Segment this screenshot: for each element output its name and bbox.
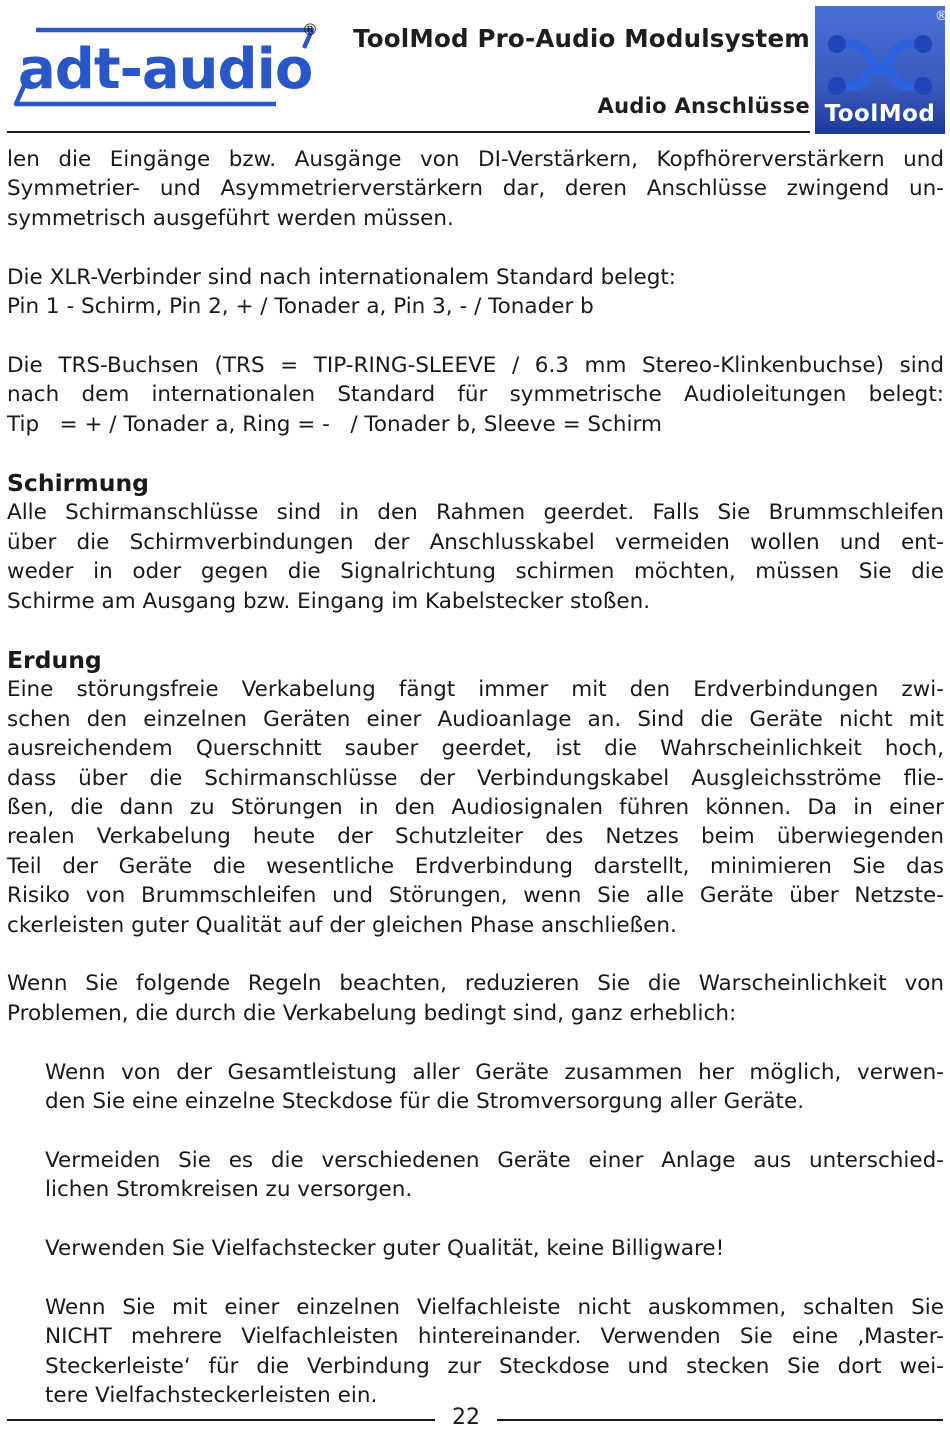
footer-divider-left (7, 1419, 435, 1421)
erdung-paragraph (7, 675, 944, 940)
text-line: Die TRS-Buchsen (TRS = TIP-RING-SLEEVE / 6.3 mm Stereo-Klinkenbuchse) sind (7, 352, 944, 378)
logo-text: adt-audio (18, 37, 313, 102)
text-line: dass über die Schirmanschlüsse der Verbindungskabel Ausgleichsströme flie- (7, 765, 944, 791)
adt-audio-logo (14, 24, 324, 110)
text-line: Tip = + / Tonader a, Ring = - / Tonader b, Sleeve = Schirm (7, 411, 662, 437)
text-line: Teil der Geräte die wesentliche Erdverbindung darstellt, minimieren Sie das (7, 853, 944, 879)
page-body (7, 145, 944, 1411)
rule-item (7, 1234, 944, 1263)
section-title: Audio Anschlüsse (597, 94, 810, 118)
text-line: Schirme am Ausgang bzw. Eingang im Kabelstecker stoßen. (7, 588, 651, 614)
text-line: Vermeiden Sie es die verschiedenen Geräte einer Anlage aus unterschied- (45, 1147, 944, 1173)
text-line: tere Vielfachsteckerleisten ein. (45, 1383, 378, 1409)
text-line: Alle Schirmanschlüsse sind in den Rahmen geerdet. Falls Sie Brummschleifen (7, 500, 944, 526)
text-line: Verwenden Sie Vielfachstecker guter Qualität, keine Billigware! (45, 1236, 725, 1262)
header-divider (7, 131, 810, 133)
text-line: schen den einzelnen Geräten einer Audioanlage an. Sind die Geräte nicht mit (7, 706, 944, 732)
intro-paragraph (7, 145, 944, 233)
text-line: nach dem internationalen Standard für symmetrische Audioleitungen belegt: (7, 382, 944, 408)
rule-item (7, 1146, 944, 1205)
toolmod-logo-text: ToolMod (824, 101, 936, 127)
text-line: len die Eingänge bzw. Ausgänge von DI-Verstärkern, Kopfhörerverstärkern und (7, 147, 944, 172)
rule-item (7, 1293, 944, 1411)
rules-intro-paragraph (7, 969, 944, 1028)
registered-mark: ® (302, 20, 318, 39)
document-title: ToolMod Pro-Audio Modulsystem (353, 24, 810, 53)
text-line: Wenn von der Gesamtleistung aller Geräte zusammen her möglich, verwen- (45, 1059, 944, 1085)
text-line: Risiko von Brummschleifen und Störungen, wenn Sie alle Geräte über Netzste- (7, 883, 944, 909)
text-line: Eine störungsfreie Verkabelung fängt immer mit den Erdverbindungen zwi- (7, 677, 944, 703)
text-line: ckerleisten guter Qualität auf der gleichen Phase anschließen. (7, 912, 677, 938)
erdung-heading: Erdung (7, 646, 102, 675)
text-line: Symmetrier- und Asymmetrierverstärkern dar, deren Anschlüsse zwingend un- (7, 176, 944, 202)
text-line: den Sie eine einzelne Steckdose für die Stromversorgung aller Geräte. (45, 1089, 805, 1115)
xlr-paragraph (7, 263, 944, 322)
trs-paragraph (7, 351, 944, 439)
svg-text:®: ® (935, 9, 948, 24)
text-line: Pin 1 - Schirm, Pin 2, + / Tonader a, Pin 3, - / Tonader b (7, 294, 594, 320)
text-line: Wenn Sie folgende Regeln beachten, reduzieren Sie die Warscheinlichkeit von (7, 971, 944, 997)
text-line: Steckerleiste‘ für die Verbindung zur Steckdose und stecken Sie dort wei- (45, 1353, 944, 1379)
text-line: lichen Stromkreisen zu versorgen. (45, 1177, 413, 1203)
schirmung-paragraph (7, 498, 944, 616)
text-line: weder in oder gegen die Signalrichtung schirmen möchten, müssen Sie die (7, 559, 944, 585)
text-line: ausreichendem Querschnitt sauber geerdet, ist die Wahrscheinlichkeit hoch, (7, 736, 944, 762)
page-number: 22 (452, 1405, 480, 1430)
text-line: Wenn Sie mit einer einzelnen Vielfachleiste nicht auskommen, schalten Sie (45, 1294, 944, 1320)
text-line: über die Schirmverbindungen der Anschlusskabel vermeiden wollen und ent- (7, 529, 944, 555)
text-line: Problemen, die durch die Verkabelung bedingt sind, ganz erheblich: (7, 1000, 737, 1026)
text-line: ßen, die dann zu Störungen in den Audiosignalen führen können. Da in einer (7, 795, 944, 821)
text-line: NICHT mehrere Vielfachleisten hintereinander. Verwenden Sie eine ‚Master- (45, 1324, 944, 1350)
footer-divider-right (497, 1419, 943, 1421)
schirmung-heading: Schirmung (7, 469, 149, 498)
text-line: realen Verkabelung heute der Schutzleiter des Netzes beim überwiegenden (7, 824, 944, 850)
text-line: symmetrisch ausgeführt werden müssen. (7, 205, 454, 231)
rule-item (7, 1058, 944, 1117)
text-line: Die XLR-Verbinder sind nach internationalem Standard belegt: (7, 264, 677, 290)
